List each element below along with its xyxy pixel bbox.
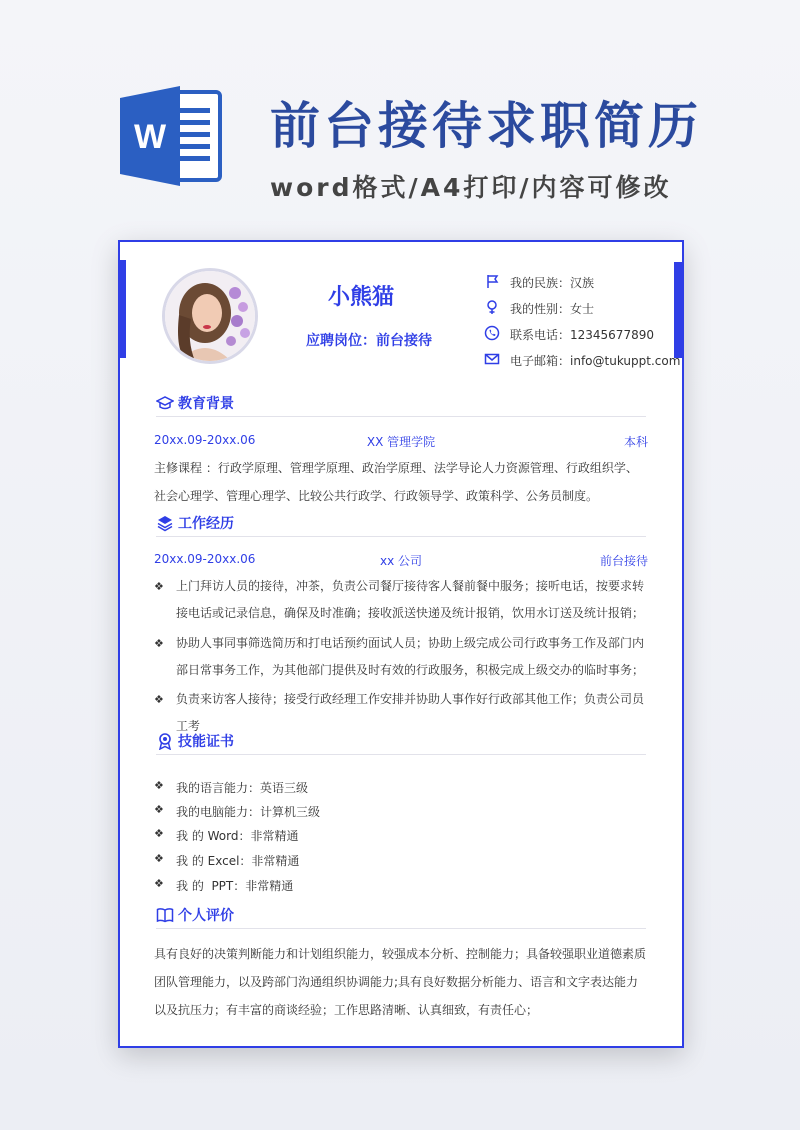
section-title: 技能证书 <box>178 734 234 750</box>
graduation-cap-icon <box>156 394 174 412</box>
skill-text: 我 的 PPT：非常精通 <box>176 879 294 893</box>
work-item-text: 上门拜访人员的接待，冲茶，负责公司餐厅接待客人餐前餐中服务；接听电话，按要求转接电话或记录信息，确保及时准确；接收派送快递及统计报销，饮用水订送及统计报销； <box>176 579 645 620</box>
work-role: 前台接待 <box>599 554 648 568</box>
award-icon <box>156 732 174 750</box>
work-row <box>154 552 648 570</box>
info-text: 电子邮箱：info@tukuppt.com <box>510 354 681 368</box>
education-degree: 本科 <box>623 435 648 449</box>
bullet-icon: ❖ <box>154 827 164 840</box>
bullet-icon: ❖ <box>154 877 164 890</box>
work-item-text: 协助人事同事筛选简历和打电话预约面试人员；协助上级完成公司行政事务工作及部门内部日常事务工作，为其他部门提供及时有效的行政服务，积极完成上级交办的临时事务； <box>176 636 645 677</box>
bullet-icon: ❖ <box>154 803 164 816</box>
section-work <box>156 512 646 537</box>
work-company: xx 公司 <box>379 554 423 568</box>
skill-text: 我 的 Excel：非常精通 <box>176 854 300 868</box>
work-period: 20xx.09-20xx.06 <box>154 552 256 566</box>
applied-position: 应聘岗位：前台接待 <box>306 333 432 349</box>
skill-item <box>154 851 648 871</box>
info-text: 我的性别：女士 <box>510 302 595 316</box>
skill-text: 我的语言能力：英语三级 <box>176 781 309 795</box>
bullet-icon: ❖ <box>154 693 164 706</box>
education-school: XX 管理学院 <box>366 435 436 449</box>
word-document-icon <box>118 86 226 186</box>
info-text: 我的民族：汉族 <box>510 276 595 290</box>
section-education <box>156 392 646 417</box>
skill-text: 我的电脑能力：计算机三级 <box>176 805 321 819</box>
book-icon <box>156 906 174 924</box>
skill-text: 我 的 Word：非常精通 <box>176 829 299 843</box>
skill-item <box>154 826 648 846</box>
skill-item <box>154 778 648 798</box>
layers-icon <box>156 514 174 532</box>
section-title: 个人评价 <box>178 908 234 924</box>
flag-icon <box>484 273 500 289</box>
bullet-icon: ❖ <box>154 852 164 865</box>
section-title: 工作经历 <box>178 516 234 532</box>
info-text: 联系电话：12345677890 <box>510 328 654 342</box>
mail-icon <box>484 351 500 367</box>
education-period: 20xx.09-20xx.06 <box>154 433 256 447</box>
info-email <box>484 350 684 370</box>
resume-page <box>118 240 684 1048</box>
page-title: 前台接待求职简历 <box>270 97 702 155</box>
section-evaluation <box>156 904 646 929</box>
bullet-icon: ❖ <box>154 779 164 792</box>
bullet-icon: ❖ <box>154 637 164 650</box>
work-item-text: 负责来访客人接待；接受行政经理工作安排并协助人事作好行政部其他工作；负责公司员工考 <box>176 692 645 733</box>
avatar <box>162 268 258 364</box>
info-ethnicity <box>484 272 684 292</box>
section-skills <box>156 730 646 755</box>
left-accent-bar <box>120 260 126 358</box>
phone-icon <box>484 325 500 341</box>
skill-item <box>154 876 648 896</box>
svg-text:W: W <box>133 118 167 156</box>
work-item <box>154 573 648 627</box>
female-icon <box>484 299 500 315</box>
info-phone <box>484 324 684 344</box>
bullet-icon: ❖ <box>154 580 164 593</box>
skill-item <box>154 802 648 822</box>
evaluation-text: 具有良好的决策判断能力和计划组织能力，较强成本分析、控制能力；具备较强职业道德素质团队管理能力，以及跨部门沟通组织协调能力;具有良好数据分析能力、语言和文字表达能力以及抗压力；有丰富的商谈经验；工作思路清晰、认真细致，有责任心； <box>154 947 647 1017</box>
candidate-name: 小熊猫 <box>328 285 395 310</box>
education-row <box>154 433 648 451</box>
work-item <box>154 630 648 684</box>
education-courses: 主修课程 ：行政学原理、管理学原理、政治学原理、法学导论人力资源管理、行政组织学、社会心理学、管理心理学、比较公共行政学、行政领导学、政策科学、公务员制度。 <box>154 461 638 503</box>
page-subtitle: word格式/A4打印/内容可修改 <box>270 173 672 202</box>
section-title: 教育背景 <box>178 396 234 412</box>
info-gender <box>484 298 684 318</box>
